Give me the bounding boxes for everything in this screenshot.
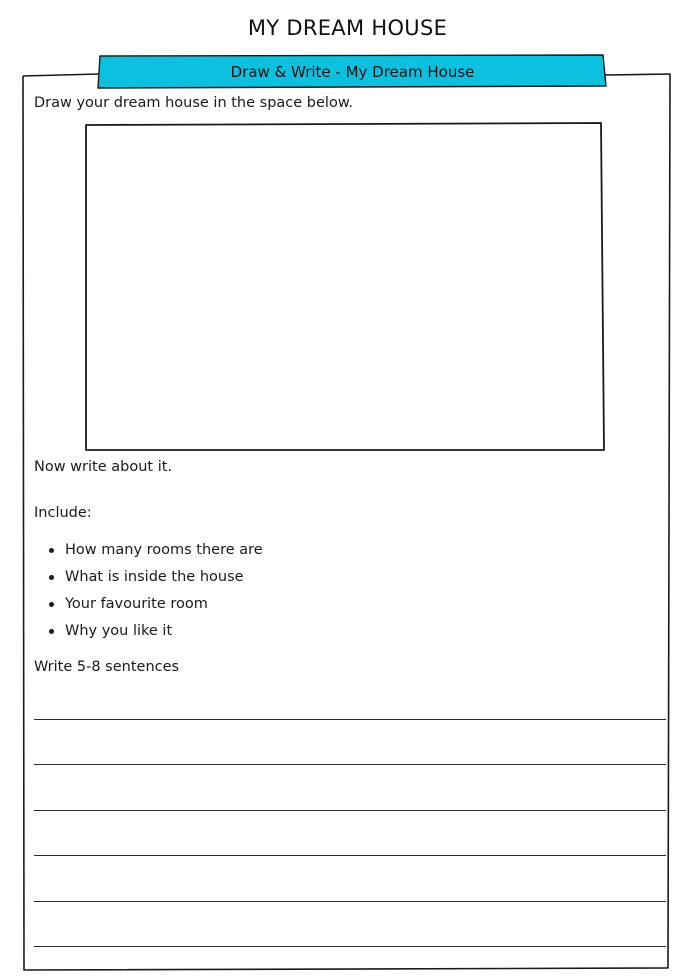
bullet-icon — [49, 575, 54, 580]
include-list — [47, 539, 263, 647]
list-item: Your favourite room — [47, 593, 263, 620]
list-item: What is inside the house — [47, 566, 263, 593]
writing-line[interactable] — [34, 764, 666, 765]
writing-line[interactable] — [34, 810, 666, 811]
list-item: Why you like it — [47, 620, 263, 647]
banner-label: Draw & Write - My Dream House — [230, 63, 475, 81]
sentence-requirement: Write 5-8 sentences — [34, 659, 180, 675]
writing-line[interactable] — [34, 946, 666, 947]
writing-line[interactable] — [34, 719, 666, 720]
list-item: How many rooms there are — [47, 539, 263, 566]
draw-instruction: Draw your dream house in the space below. — [34, 95, 353, 111]
write-instruction: Now write about it. — [34, 459, 173, 475]
bullet-icon — [49, 629, 54, 634]
bullet-icon — [49, 548, 54, 553]
bullet-icon — [49, 602, 54, 607]
writing-line[interactable] — [34, 901, 666, 902]
drawing-area[interactable] — [88, 127, 602, 448]
include-label: Include: — [34, 505, 92, 521]
page-title: MY DREAM HOUSE — [247, 16, 448, 40]
writing-line[interactable] — [34, 855, 666, 856]
